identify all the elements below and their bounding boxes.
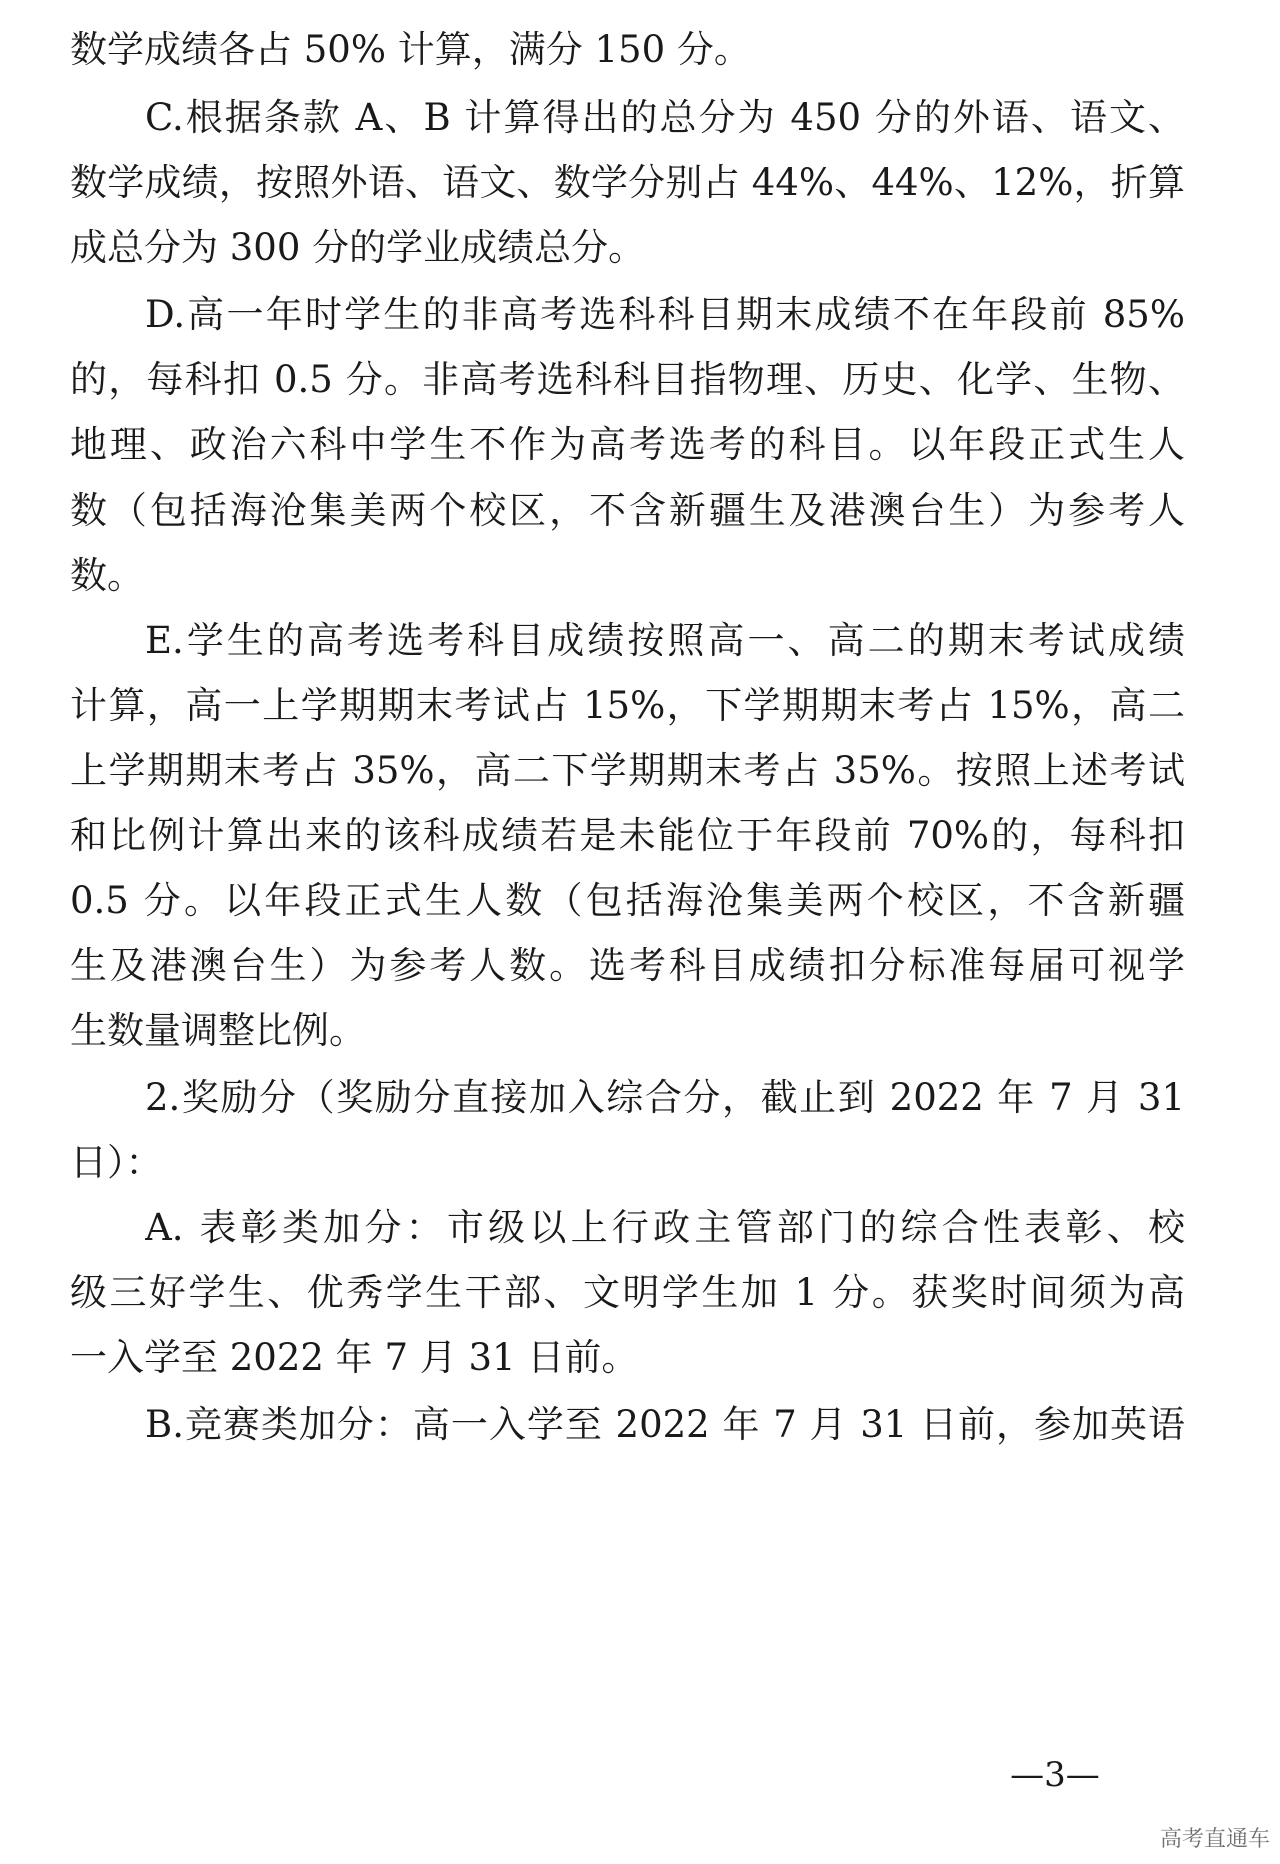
text-line: 数（包括海沧集美两个校区，不含新疆生及港澳台生）为参考人 (70, 489, 1185, 532)
text-line: A. 表彰类加分：市级以上行政主管部门的综合性表彰、校 (145, 1206, 1185, 1249)
text-line: 生及港澳台生）为参考人数。选考科目成绩扣分标准每届可视学 (70, 944, 1185, 987)
text-line: 数学成绩，按照外语、语文、数学分别占 44%、44%、12%，折算 (70, 161, 1185, 204)
text-line: 一入学至 2022 年 7 月 31 日前。 (70, 1336, 639, 1379)
text-line: 地理、政治六科中学生不作为高考选考的科目。以年段正式生人 (70, 423, 1185, 466)
text-line: 计算，高一上学期期末考试占 15%，下学期期末考占 15%，高二 (70, 684, 1185, 727)
text-line: 和比例计算出来的该科成绩若是未能位于年段前 70%的，每科扣 (70, 814, 1185, 857)
text-line: 级三好学生、优秀学生干部、文明学生加 1 分。获奖时间须为高 (70, 1271, 1185, 1314)
text-line: D.高一年时学生的非高考选科科目期末成绩不在年段前 85% (145, 293, 1185, 336)
text-line: 日）： (70, 1141, 163, 1184)
text-line: 上学期期末考占 35%，高二下学期期末考占 35%。按照上述考试 (70, 749, 1185, 792)
text-line: E.学生的高考选考科目成绩按照高一、高二的期末考试成绩 (145, 619, 1185, 662)
text-line: B.竞赛类加分：高一入学至 2022 年 7 月 31 日前，参加英语 (145, 1403, 1185, 1446)
text-line: 0.5 分。以年段正式生人数（包括海沧集美两个校区，不含新疆 (70, 879, 1185, 922)
text-line: 2.奖励分（奖励分直接加入综合分，截止到 2022 年 7 月 31 (145, 1076, 1185, 1119)
text-line: 数。 (70, 554, 144, 597)
text-line: 生数量调整比例。 (70, 1009, 366, 1052)
page-number: —3— (1010, 1755, 1100, 1795)
watermark: 高考直通车 (1159, 1827, 1270, 1852)
text-line: 成总分为 300 分的学业成绩总分。 (70, 226, 646, 269)
text-line: C.根据条款 A、B 计算得出的总分为 450 分的外语、语文、 (145, 96, 1185, 139)
text-line: 的，每科扣 0.5 分。非高考选科科目指物理、历史、化学、生物、 (70, 358, 1185, 401)
text-line: 数学成绩各占 50% 计算，满分 150 分。 (70, 28, 751, 71)
